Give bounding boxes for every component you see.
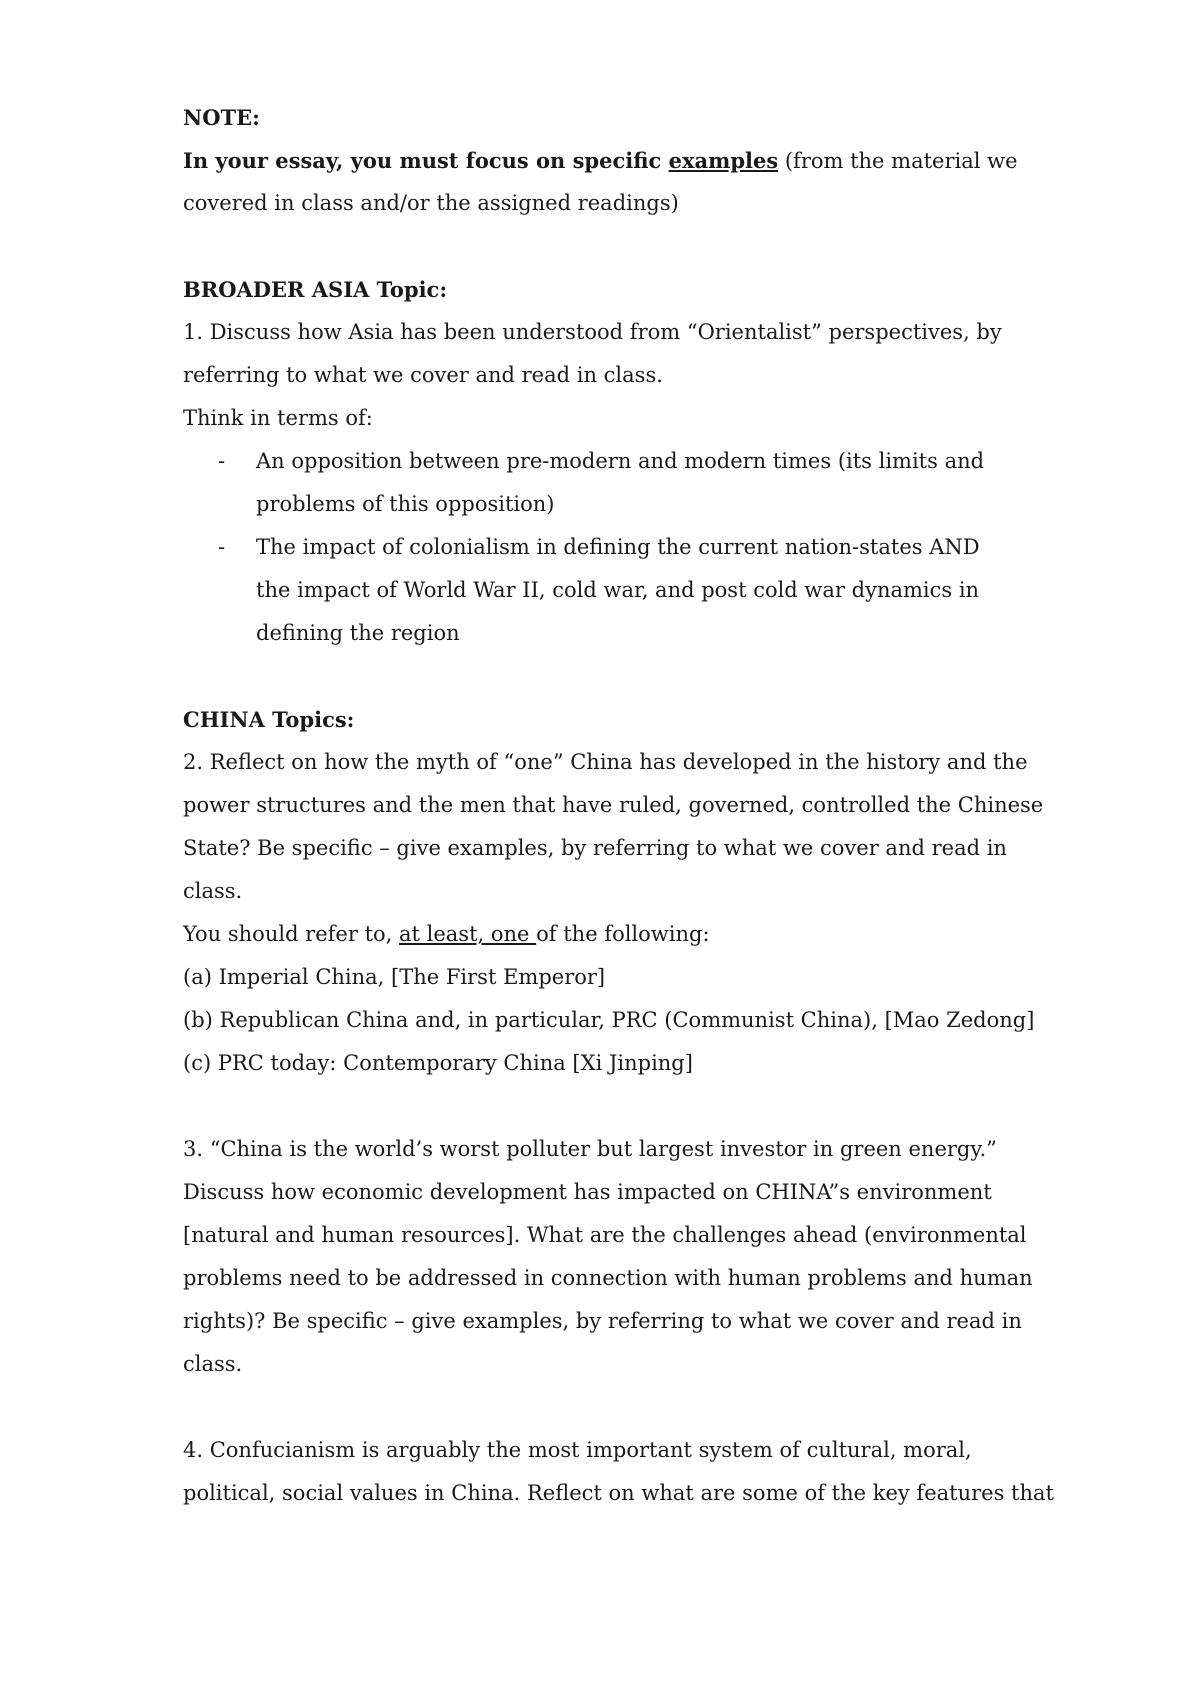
note-instruction-line-1 (183, 139, 1063, 182)
question-2-line-2: power structures and the men that have ruled, governed, controlled the Chinese (183, 793, 1044, 817)
bullet-text: the impact of World War II, cold war, and post cold war dynamics in (256, 578, 980, 602)
spacer (183, 1386, 1063, 1429)
bullet-dash: - (218, 449, 226, 473)
spacer (183, 655, 1063, 698)
question-2-line-4: class. (183, 879, 243, 903)
china-heading: CHINA Topics: (183, 707, 355, 732)
note-rest-text: (from the material we (778, 149, 1018, 173)
bullet-text: defining the region (256, 621, 460, 645)
question-2-line-1: 2. Reflect on how the myth of “one” China has developed in the history and the (183, 750, 1028, 774)
note-heading: NOTE: (183, 105, 260, 130)
refer-suffix: of the following: (536, 922, 710, 946)
bullet-2-line-3 (183, 612, 1063, 655)
bullet-2-line-2 (183, 569, 1063, 612)
question-3-line-3: [natural and human resources]. What are the challenges ahead (environmental (183, 1223, 1027, 1247)
note-underlined-word: examples (668, 148, 779, 173)
refer-instruction-line (183, 913, 1063, 956)
option-a: (a) Imperial China, [The First Emperor] (183, 965, 606, 989)
question-3-line-1: 3. “China is the world’s worst polluter but largest investor in green energy.” (183, 1137, 997, 1161)
question-2-line-3: State? Be specific – give examples, by referring to what we cover and read in (183, 836, 1007, 860)
spacer (183, 225, 1063, 268)
question-3-line-6: class. (183, 1352, 243, 1376)
question-3-line-5: rights)? Be specific – give examples, by referring to what we cover and read in (183, 1309, 1022, 1333)
refer-underlined: at least, one (399, 922, 537, 946)
bullet-2-line-1 (183, 526, 1063, 569)
question-1-line-2: referring to what we cover and read in class. (183, 363, 663, 387)
note-bold-text: In your essay, you must focus on specific (183, 148, 669, 173)
question-3-line-4: problems need to be addressed in connection with human problems and human (183, 1266, 1033, 1290)
bullet-1-line-1 (183, 440, 1063, 483)
question-4-line-1: 4. Confucianism is arguably the most important system of cultural, moral, (183, 1438, 972, 1462)
document-body (183, 96, 1063, 1515)
bullet-1-line-2 (183, 483, 1063, 526)
option-b: (b) Republican China and, in particular, PRC (Communist China), [Mao Zedong] (183, 1008, 1035, 1032)
bullet-dash: - (218, 535, 226, 559)
bullet-text: problems of this opposition) (256, 492, 555, 516)
question-1-line-1: 1. Discuss how Asia has been understood from “Orientalist” perspectives, by (183, 320, 1002, 344)
question-4-line-2: political, social values in China. Reflect on what are some of the key features that (183, 1481, 1054, 1505)
question-3-line-2: Discuss how economic development has impacted on CHINA”s environment (183, 1180, 992, 1204)
broader-asia-heading: BROADER ASIA Topic: (183, 277, 448, 302)
bullet-text: An opposition between pre-modern and modern times (its limits and (256, 449, 985, 473)
refer-prefix: You should refer to, (183, 922, 399, 946)
bullet-text: The impact of colonialism in defining the current nation-states AND (256, 535, 980, 559)
note-instruction-line-2: covered in class and/or the assigned readings) (183, 191, 679, 215)
option-c: (c) PRC today: Contemporary China [Xi Jinping] (183, 1051, 693, 1075)
spacer (183, 1085, 1063, 1128)
think-in-terms-line: Think in terms of: (183, 406, 373, 430)
